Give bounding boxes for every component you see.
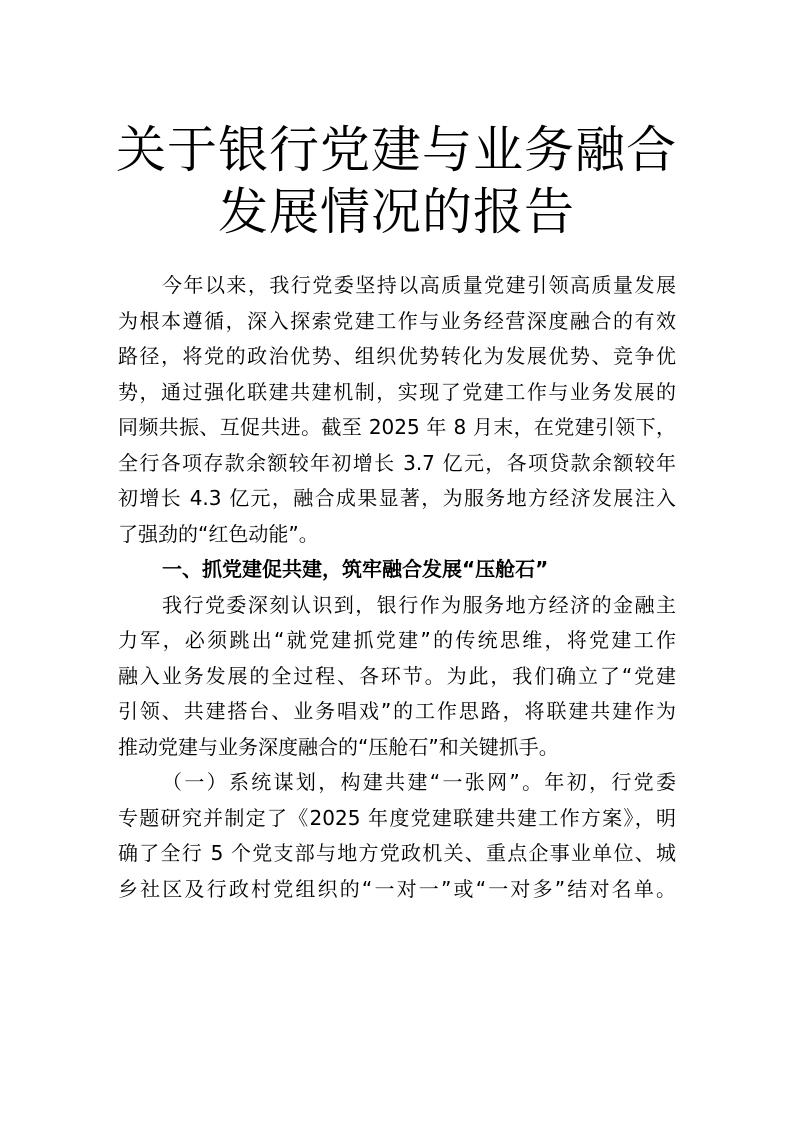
- paragraph-line: 今年以来，我行党委坚持以高质量党建引领高质量发展: [162, 273, 676, 297]
- paragraph-line: 推动党建与业务深度融合的“压舱石”和关键抓手。: [118, 734, 559, 759]
- paragraph-line: 确了全行 5 个党支部与地方党政机关、重点企事业单位、城: [118, 841, 676, 865]
- paragraph-line: 为根本遵循，深入探索党建工作与业务经营深度融合的有效: [118, 308, 676, 333]
- paragraph-line: 了强劲的“红色动能”。: [118, 521, 319, 546]
- document-body: [118, 268, 676, 907]
- paragraph-line: 全行各项存款余额较年初增长 3.7 亿元，各项贷款余额较年: [118, 450, 676, 475]
- document-title-line-2: 发展情况的报告: [218, 183, 575, 241]
- paragraph-line: 融入业务发展的全过程、各环节。为此，我们确立了“党建: [118, 663, 676, 688]
- paragraph-line: 乡社区及行政村党组织的“一对一”或“一对多”结对名单。: [118, 876, 676, 901]
- paragraph-line: 初增长 4.3 亿元，融合成果显著，为服务地方经济发展注入: [118, 486, 676, 510]
- paragraph-line: 势，通过强化联建共建机制，实现了党建工作与业务发展的: [118, 379, 676, 404]
- subsection-line: （一）系统谋划，构建共建“一张网”。年初，行党委: [162, 770, 676, 794]
- paragraph-line: 我行党委深刻认识到，银行作为服务地方经济的金融主: [162, 592, 676, 617]
- document-title-line-1: 关于银行党建与业务融合: [116, 121, 677, 179]
- section-heading: 一、抓党建促共建，筑牢融合发展“压舱石”: [162, 557, 549, 581]
- paragraph-line: 同频共振、互促共进。截至 2025 年 8 月末，在党建引领下，: [118, 415, 676, 439]
- paragraph-line: 路径，将党的政治优势、组织优势转化为发展优势、竞争优: [118, 344, 676, 368]
- paragraph-line: 力军，必须跳出“就党建抓党建”的传统思维，将党建工作: [118, 628, 676, 652]
- paragraph-line: 专题研究并制定了《2025 年度党建联建共建工作方案》，明: [118, 805, 676, 830]
- paragraph-line: 引领、共建搭台、业务唱戏”的工作思路，将联建共建作为: [118, 699, 676, 723]
